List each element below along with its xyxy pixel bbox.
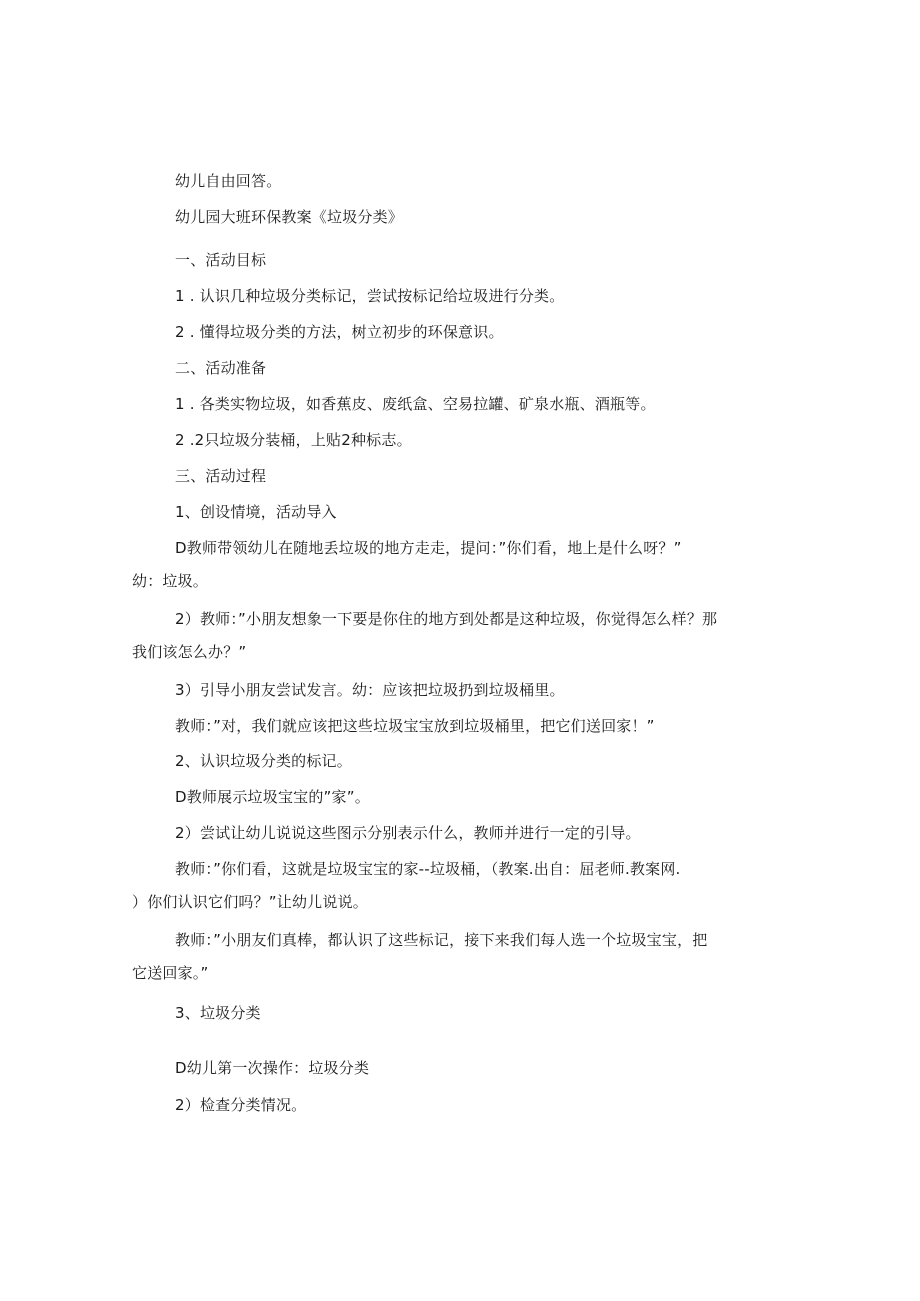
list-item: 1 . 各类实物垃圾，如香蕉皮、废纸盒、空易拉罐、矿泉水瓶、酒瓶等。: [175, 395, 656, 413]
section-heading: 三、活动过程: [175, 467, 267, 485]
document-title: 幼儿园大班环保教案《垃圾分类》: [175, 208, 404, 226]
list-item: 2 . 懂得垃圾分类的方法，树立初步的环保意识。: [175, 323, 504, 341]
paragraph-line: D教师展示垃圾宝宝的”家”。: [175, 788, 370, 806]
section-heading: 一、活动目标: [175, 251, 267, 269]
paragraph-line: 教师：”对，我们就应该把这些垃圾宝宝放到垃圾桶里，把它们送回家！”: [175, 717, 655, 735]
subsection-heading: 1、创设情境，活动导入: [175, 503, 337, 521]
paragraph-line: 幼：垃圾。: [132, 572, 209, 590]
paragraph-line: 幼儿自由回答。: [175, 172, 282, 190]
subsection-heading: 3、垃圾分类: [175, 1004, 261, 1022]
paragraph-line: 它送回家。”: [132, 964, 209, 982]
list-item: 1 . 认识几种垃圾分类标记，尝试按标记给垃圾进行分类。: [175, 287, 565, 305]
subsection-heading: 2、认识垃圾分类的标记。: [175, 752, 352, 770]
section-heading: 二、活动准备: [175, 359, 267, 377]
paragraph-line: D教师带领幼儿在随地丢垃圾的地方走走，提问：”你们看，地上是什么呀？”: [175, 539, 682, 557]
paragraph-line: 3）引导小朋友尝试发言。幼：应该把垃圾扔到垃圾桶里。: [175, 681, 565, 699]
paragraph-line: 2）检查分类情况。: [175, 1096, 307, 1114]
paragraph-line: 我们该怎么办？”: [132, 643, 247, 661]
paragraph-line: 2）教师：”小朋友想象一下要是你住的地方到处都是这种垃圾，你觉得怎么样？那: [175, 610, 718, 628]
paragraph-line: 2）尝试让幼儿说说这些图示分别表示什么，教师并进行一定的引导。: [175, 824, 641, 842]
paragraph-line: ）你们认识它们吗？”让幼儿说说。: [132, 893, 368, 911]
paragraph-line: 教师：”小朋友们真棒，都认识了这些标记，接下来我们每人选一个垃圾宝宝，把: [175, 931, 708, 949]
list-item: 2 .2只垃圾分装桶，上贴2种标志。: [175, 431, 412, 449]
paragraph-line: D幼儿第一次操作：垃圾分类: [175, 1059, 370, 1077]
paragraph-line: 教师：”你们看，这就是垃圾宝宝的家--垃圾桶，（教案.出自：屈老师.教案网.: [175, 860, 681, 878]
